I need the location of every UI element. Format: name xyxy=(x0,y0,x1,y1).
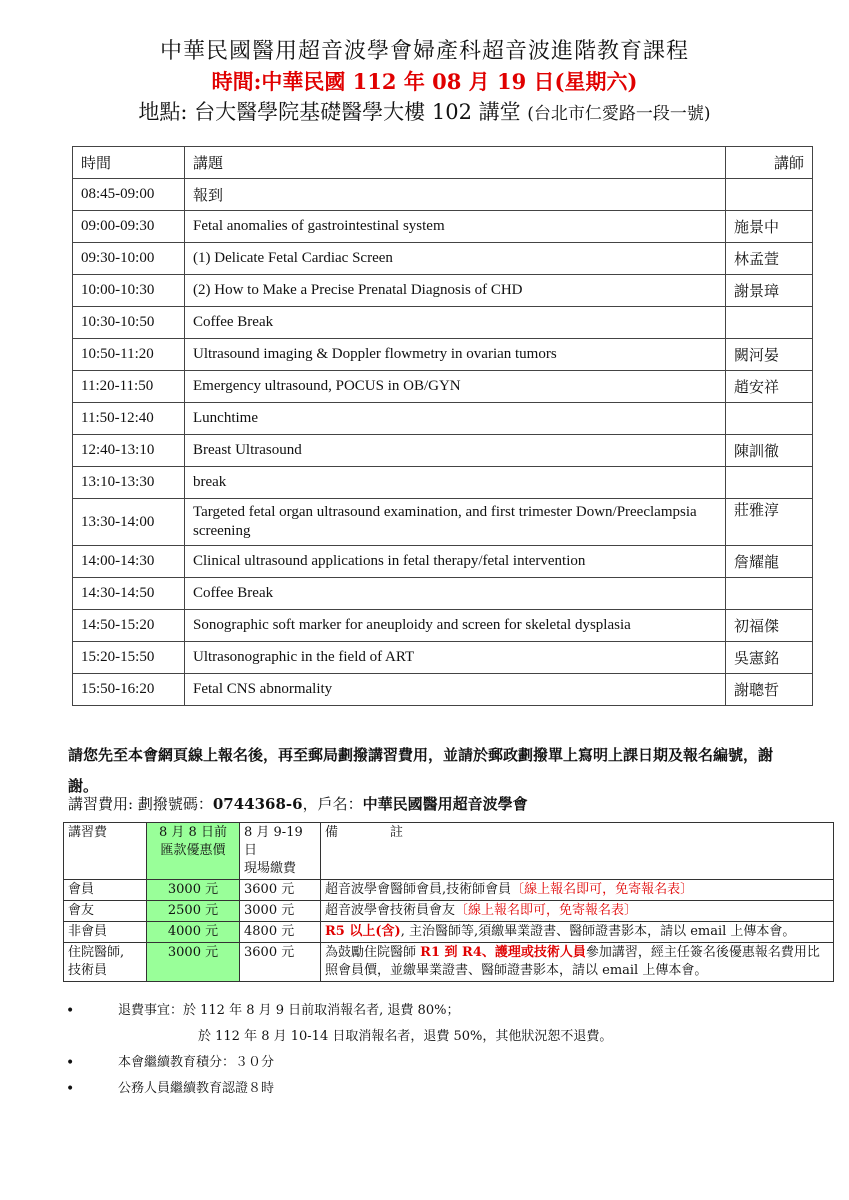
schedule-row xyxy=(73,674,813,706)
schedule-time: 10:50-11:20 xyxy=(73,339,185,371)
venue-address: (台北市仁愛路一段一號) xyxy=(527,104,711,124)
title-line-1: 中華民國醫用超音波學會婦產科超音波進階教育課程 xyxy=(159,39,689,64)
schedule-speaker: 林孟萱 xyxy=(726,243,813,275)
schedule-time: 11:50-12:40 xyxy=(73,403,185,435)
schedule-row xyxy=(73,610,813,642)
schedule-row xyxy=(73,642,813,674)
bullet-icon: • xyxy=(66,1003,75,1019)
schedule-topic: Fetal CNS abnormality xyxy=(185,674,726,706)
schedule-topic: Sonographic soft marker for aneuploidy and screen for skeletal dysplasia xyxy=(185,610,726,642)
title-line-2: 時間:中華民國 112 年 08 月 19 日(星期六) xyxy=(211,69,638,94)
schedule-speaker xyxy=(726,403,813,435)
schedule-row xyxy=(73,179,813,211)
note-refund: • 退費事宜：於 112 年 8 月 9 日前取消報名者, 退費 80%； xyxy=(66,998,786,1024)
fees-row-associate: 會友 2500 元 3000 元 超音波學會技術員會友〔線上報名即可，免寄報名表〕 xyxy=(64,901,834,922)
schedule-row xyxy=(73,467,813,499)
schedule-speaker: 趙安祥 xyxy=(726,371,813,403)
schedule-row xyxy=(73,499,813,546)
schedule-speaker: 謝聰哲 xyxy=(726,674,813,706)
schedule-topic: (1) Delicate Fetal Cardiac Screen xyxy=(185,243,726,275)
fees-table xyxy=(63,822,834,982)
schedule-speaker xyxy=(726,467,813,499)
notes-list xyxy=(66,998,786,1102)
schedule-time: 10:30-10:50 xyxy=(73,307,185,339)
schedule-header-row xyxy=(73,147,813,179)
schedule-topic: Coffee Break xyxy=(185,307,726,339)
schedule-table xyxy=(72,146,813,706)
schedule-time: 14:50-15:20 xyxy=(73,610,185,642)
schedule-speaker: 陳訓徹 xyxy=(726,435,813,467)
venue: 地點: 台大醫學院基礎醫學大樓 102 講堂 xyxy=(138,100,521,124)
schedule-speaker xyxy=(726,307,813,339)
schedule-row xyxy=(73,307,813,339)
bullet-icon: • xyxy=(66,1081,75,1097)
schedule-time: 13:10-13:30 xyxy=(73,467,185,499)
schedule-speaker: 謝景璋 xyxy=(726,275,813,307)
schedule-row xyxy=(73,211,813,243)
schedule-row xyxy=(73,546,813,578)
schedule-topic: Clinical ultrasound applications in fetal therapy/fetal intervention xyxy=(185,546,726,578)
schedule-row xyxy=(73,339,813,371)
header-speaker: 講師 xyxy=(726,147,813,179)
fees-row-member: 會員 3000 元 3600 元 超音波學會醫師會員,技術師會員〔線上報名即可，免寄報名表〕 xyxy=(64,880,834,901)
schedule-time: 13:30-14:00 xyxy=(73,499,185,546)
note-civil-credits: • 公務人員繼續教育認證８時 xyxy=(66,1076,786,1102)
schedule-time: 08:45-09:00 xyxy=(73,179,185,211)
schedule-topic: Breast Ultrasound xyxy=(185,435,726,467)
schedule-row xyxy=(73,578,813,610)
schedule-speaker xyxy=(726,179,813,211)
registration-notice: 請您先至本會網頁線上報名後，再至郵局劃撥講習費用，並請於郵政劃撥單上寫明上課日期及報名編號，謝謝。 xyxy=(68,746,774,795)
title-line-3 xyxy=(0,96,849,126)
schedule-topic: (2) How to Make a Precise Prenatal Diagnosis of CHD xyxy=(185,275,726,307)
schedule-topic: Ultrasound imaging & Doppler flowmetry in ovarian tumors xyxy=(185,339,726,371)
header-time: 時間 xyxy=(73,147,185,179)
schedule-time: 14:30-14:50 xyxy=(73,578,185,610)
schedule-topic: Ultrasonographic in the field of ART xyxy=(185,642,726,674)
schedule-topic: Lunchtime xyxy=(185,403,726,435)
header-topic: 講題 xyxy=(185,147,726,179)
account-number: 0744368-6 xyxy=(212,795,303,813)
schedule-topic: Fetal anomalies of gastrointestinal system xyxy=(185,211,726,243)
account-name: 中華民國醫用超音波學會 xyxy=(362,795,528,813)
schedule-row xyxy=(73,275,813,307)
schedule-topic: break xyxy=(185,467,726,499)
schedule-time: 10:00-10:30 xyxy=(73,275,185,307)
schedule-time: 09:30-10:00 xyxy=(73,243,185,275)
schedule-time: 09:00-09:30 xyxy=(73,211,185,243)
schedule-topic: 報到 xyxy=(185,179,726,211)
schedule-row xyxy=(73,435,813,467)
schedule-speaker: 闕河晏 xyxy=(726,339,813,371)
note-credits: • 本會繼續教育積分：３０分 xyxy=(66,1050,786,1076)
fees-row-resident: 住院醫師, 技術員 3000 元 3600 元 為鼓勵住院醫師 R1 到 R4、護理或技術人員參加講習，經主任簽名後優惠報名費用比照會員價，並繳畢業證書、醫師證書影本，請以 email 上傳本會。 xyxy=(64,943,834,982)
schedule-speaker xyxy=(726,578,813,610)
schedule-time: 12:40-13:10 xyxy=(73,435,185,467)
schedule-topic: Targeted fetal organ ultrasound examination, and first trimester Down/Preeclampsia screening xyxy=(185,499,726,546)
schedule-speaker: 初福傑 xyxy=(726,610,813,642)
schedule-time: 15:50-16:20 xyxy=(73,674,185,706)
bullet-icon: • xyxy=(66,1055,75,1071)
schedule-speaker: 吳憲銘 xyxy=(726,642,813,674)
fees-header-row: 講習費 8 月 8 日前 匯款優惠價 8 月 9-19 日 現場繳費 備 註 xyxy=(64,823,834,880)
schedule-topic: Emergency ultrasound, POCUS in OB/GYN xyxy=(185,371,726,403)
schedule-topic: Coffee Break xyxy=(185,578,726,610)
fees-row-nonmember: 非會員 4000 元 4800 元 R5 以上(含), 主治醫師等,須繳畢業證書、醫師證書影本，請以 email 上傳本會。 xyxy=(64,922,834,943)
schedule-time: 11:20-11:50 xyxy=(73,371,185,403)
schedule-speaker: 施景中 xyxy=(726,211,813,243)
schedule-speaker: 詹耀龍 xyxy=(726,546,813,578)
schedule-row xyxy=(73,403,813,435)
schedule-time: 14:00-14:30 xyxy=(73,546,185,578)
schedule-row xyxy=(73,243,813,275)
fee-payment-line: 講習費用: 劃撥號碼：0744368-6，戶名：中華民國醫用超音波學會 xyxy=(68,795,528,813)
schedule-row xyxy=(73,371,813,403)
schedule-time: 15:20-15:50 xyxy=(73,642,185,674)
schedule-speaker: 莊雅淳 xyxy=(726,499,813,546)
note-refund-cont: 於 112 年 8 月 10-14 日取消報名者，退費 50%，其他狀況恕不退費。 xyxy=(198,1029,613,1044)
